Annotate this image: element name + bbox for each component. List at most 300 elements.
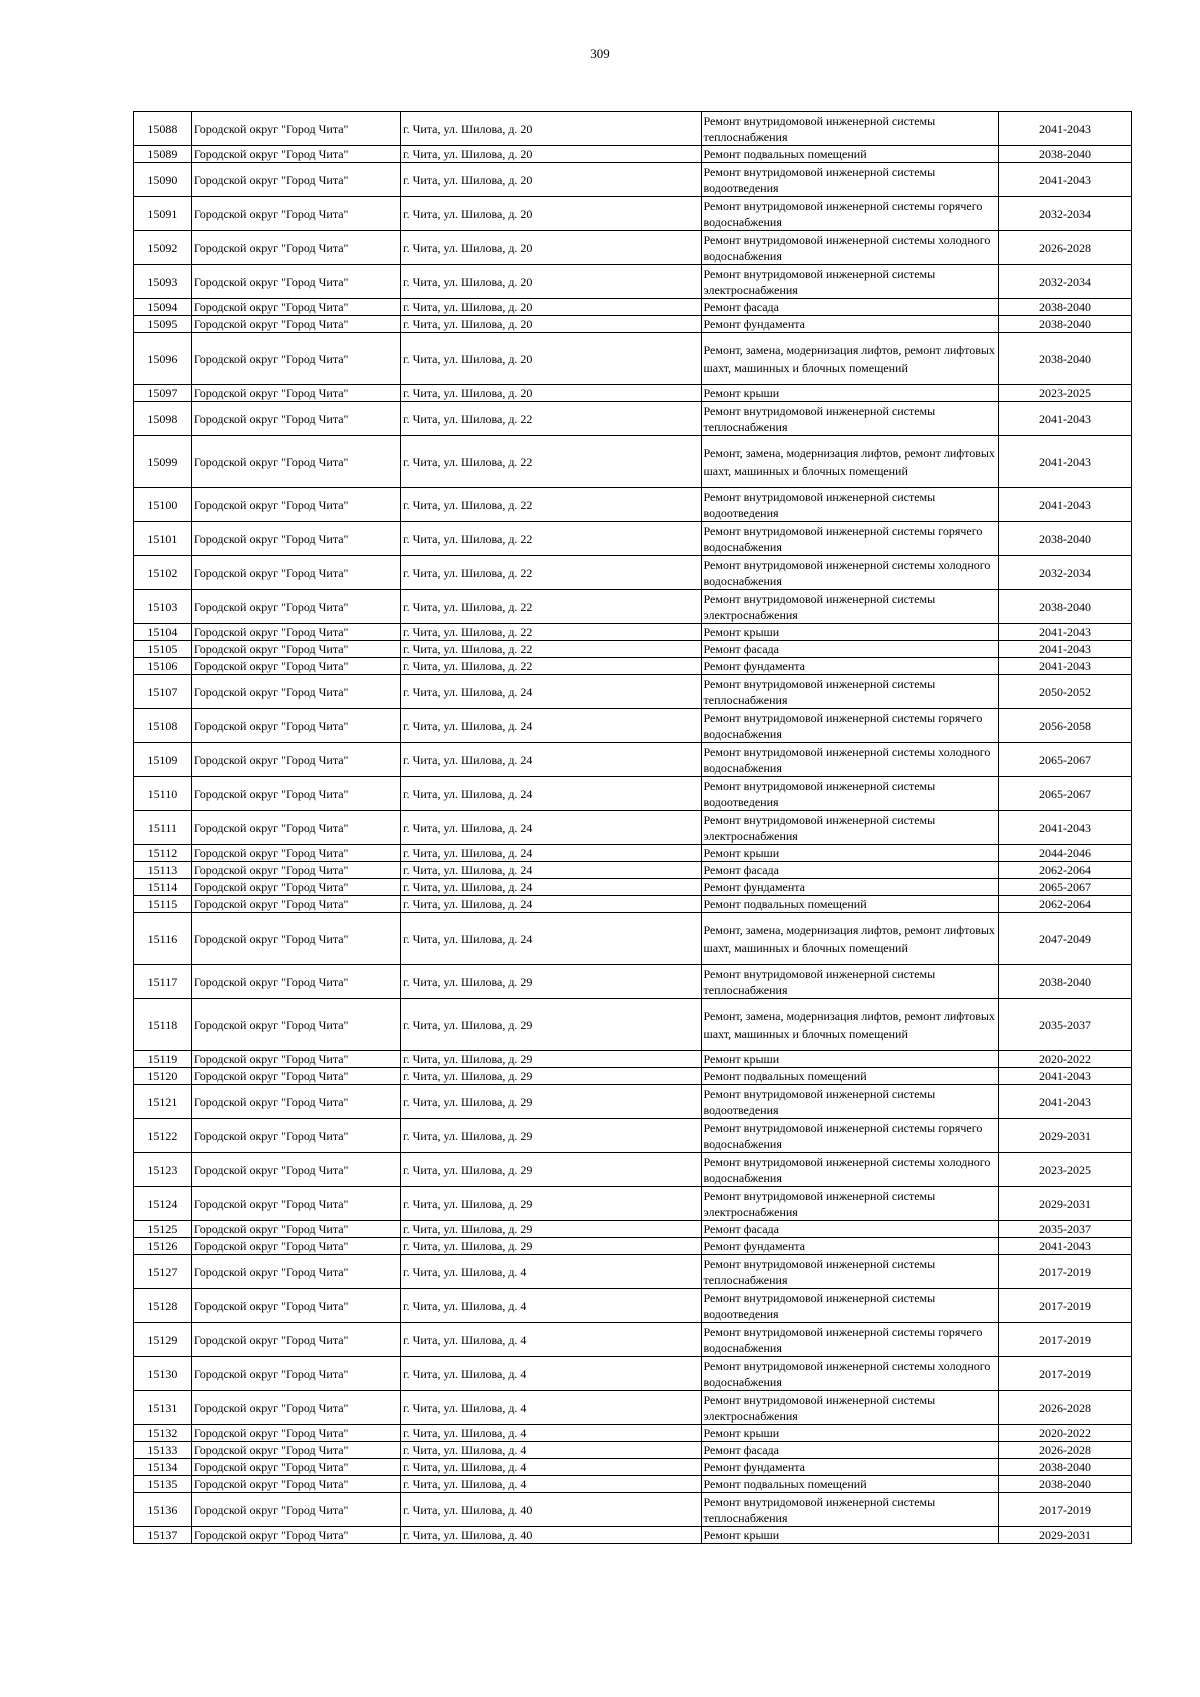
table-row bbox=[134, 1323, 1132, 1357]
municipality-cell: Городской округ "Город Чита" bbox=[191, 1357, 400, 1391]
table-row bbox=[134, 913, 1132, 965]
table-row bbox=[134, 1255, 1132, 1289]
table-row bbox=[134, 1289, 1132, 1323]
period-cell: 2017-2019 bbox=[998, 1493, 1131, 1527]
address-cell: г. Чита, ул. Шилова, д. 20 bbox=[401, 333, 702, 385]
municipality-cell: Городской округ "Город Чита" bbox=[191, 299, 400, 316]
address-cell: г. Чита, ул. Шилова, д. 40 bbox=[401, 1493, 702, 1527]
work-type-cell: Ремонт внутридомовой инженерной системы холодного водоснабжения bbox=[701, 556, 998, 590]
period-cell: 2041-2043 bbox=[998, 1085, 1131, 1119]
record-number-cell: 15128 bbox=[134, 1289, 192, 1323]
work-type-cell: Ремонт внутридомовой инженерной системы электроснабжения bbox=[701, 811, 998, 845]
record-number-cell: 15090 bbox=[134, 163, 192, 197]
address-cell: г. Чита, ул. Шилова, д. 24 bbox=[401, 743, 702, 777]
table-row bbox=[134, 146, 1132, 163]
table-row bbox=[134, 1153, 1132, 1187]
work-type-cell: Ремонт внутридомовой инженерной системы водоотведения bbox=[701, 1085, 998, 1119]
municipality-cell: Городской округ "Город Чита" bbox=[191, 1527, 400, 1544]
work-type-cell: Ремонт крыши bbox=[701, 385, 998, 402]
record-number-cell: 15121 bbox=[134, 1085, 192, 1119]
period-cell: 2038-2040 bbox=[998, 146, 1131, 163]
period-cell: 2038-2040 bbox=[998, 522, 1131, 556]
municipality-cell: Городской округ "Город Чита" bbox=[191, 1323, 400, 1357]
municipality-cell: Городской округ "Город Чита" bbox=[191, 658, 400, 675]
address-cell: г. Чита, ул. Шилова, д. 29 bbox=[401, 1119, 702, 1153]
address-cell: г. Чита, ул. Шилова, д. 22 bbox=[401, 624, 702, 641]
record-number-cell: 15125 bbox=[134, 1221, 192, 1238]
period-cell: 2041-2043 bbox=[998, 624, 1131, 641]
address-cell: г. Чита, ул. Шилова, д. 20 bbox=[401, 385, 702, 402]
municipality-cell: Городской округ "Город Чита" bbox=[191, 436, 400, 488]
record-number-cell: 15129 bbox=[134, 1323, 192, 1357]
address-cell: г. Чита, ул. Шилова, д. 29 bbox=[401, 1221, 702, 1238]
municipality-cell: Городской округ "Город Чита" bbox=[191, 522, 400, 556]
address-cell: г. Чита, ул. Шилова, д. 4 bbox=[401, 1459, 702, 1476]
period-cell: 2023-2025 bbox=[998, 385, 1131, 402]
period-cell: 2065-2067 bbox=[998, 777, 1131, 811]
period-cell: 2041-2043 bbox=[998, 658, 1131, 675]
table-row bbox=[134, 590, 1132, 624]
record-number-cell: 15107 bbox=[134, 675, 192, 709]
table-row bbox=[134, 1238, 1132, 1255]
work-type-cell: Ремонт внутридомовой инженерной системы теплоснабжения bbox=[701, 965, 998, 999]
period-cell: 2029-2031 bbox=[998, 1119, 1131, 1153]
municipality-cell: Городской округ "Город Чита" bbox=[191, 624, 400, 641]
address-cell: г. Чита, ул. Шилова, д. 22 bbox=[401, 556, 702, 590]
municipality-cell: Городской округ "Город Чита" bbox=[191, 913, 400, 965]
table-row bbox=[134, 163, 1132, 197]
work-type-cell: Ремонт внутридомовой инженерной системы горячего водоснабжения bbox=[701, 709, 998, 743]
work-type-cell: Ремонт крыши bbox=[701, 845, 998, 862]
table-row bbox=[134, 879, 1132, 896]
period-cell: 2041-2043 bbox=[998, 811, 1131, 845]
municipality-cell: Городской округ "Город Чита" bbox=[191, 197, 400, 231]
table-row bbox=[134, 658, 1132, 675]
record-number-cell: 15122 bbox=[134, 1119, 192, 1153]
work-type-cell: Ремонт внутридомовой инженерной системы холодного водоснабжения bbox=[701, 1357, 998, 1391]
work-type-cell: Ремонт фасада bbox=[701, 1221, 998, 1238]
address-cell: г. Чита, ул. Шилова, д. 20 bbox=[401, 146, 702, 163]
municipality-cell: Городской округ "Город Чита" bbox=[191, 1221, 400, 1238]
address-cell: г. Чита, ул. Шилова, д. 4 bbox=[401, 1255, 702, 1289]
period-cell: 2026-2028 bbox=[998, 1391, 1131, 1425]
record-number-cell: 15100 bbox=[134, 488, 192, 522]
table-row bbox=[134, 845, 1132, 862]
table-row bbox=[134, 1357, 1132, 1391]
address-cell: г. Чита, ул. Шилова, д. 4 bbox=[401, 1323, 702, 1357]
period-cell: 2038-2040 bbox=[998, 1476, 1131, 1493]
address-cell: г. Чита, ул. Шилова, д. 29 bbox=[401, 1153, 702, 1187]
table-row bbox=[134, 1459, 1132, 1476]
municipality-cell: Городской округ "Город Чита" bbox=[191, 231, 400, 265]
municipality-cell: Городской округ "Город Чита" bbox=[191, 316, 400, 333]
work-type-cell: Ремонт внутридомовой инженерной системы водоотведения bbox=[701, 777, 998, 811]
table-row bbox=[134, 999, 1132, 1051]
period-cell: 2065-2067 bbox=[998, 879, 1131, 896]
period-cell: 2041-2043 bbox=[998, 1238, 1131, 1255]
work-type-cell: Ремонт, замена, модернизация лифтов, ремонт лифтовых шахт, машинных и блочных помещений bbox=[701, 436, 998, 488]
address-cell: г. Чита, ул. Шилова, д. 24 bbox=[401, 879, 702, 896]
municipality-cell: Городской округ "Город Чита" bbox=[191, 1051, 400, 1068]
municipality-cell: Городской округ "Город Чита" bbox=[191, 743, 400, 777]
table-row bbox=[134, 436, 1132, 488]
record-number-cell: 15105 bbox=[134, 641, 192, 658]
period-cell: 2032-2034 bbox=[998, 265, 1131, 299]
work-type-cell: Ремонт внутридомовой инженерной системы теплоснабжения bbox=[701, 1255, 998, 1289]
municipality-cell: Городской округ "Город Чита" bbox=[191, 1459, 400, 1476]
record-number-cell: 15135 bbox=[134, 1476, 192, 1493]
table-row bbox=[134, 624, 1132, 641]
record-number-cell: 15120 bbox=[134, 1068, 192, 1085]
table-row bbox=[134, 777, 1132, 811]
work-type-cell: Ремонт фасада bbox=[701, 862, 998, 879]
table-row bbox=[134, 112, 1132, 146]
work-type-cell: Ремонт внутридомовой инженерной системы теплоснабжения bbox=[701, 675, 998, 709]
table-row bbox=[134, 1527, 1132, 1544]
period-cell: 2044-2046 bbox=[998, 845, 1131, 862]
record-number-cell: 15097 bbox=[134, 385, 192, 402]
table-row bbox=[134, 862, 1132, 879]
record-number-cell: 15088 bbox=[134, 112, 192, 146]
address-cell: г. Чита, ул. Шилова, д. 24 bbox=[401, 913, 702, 965]
work-type-cell: Ремонт внутридомовой инженерной системы холодного водоснабжения bbox=[701, 743, 998, 777]
municipality-cell: Городской округ "Город Чита" bbox=[191, 1289, 400, 1323]
table-row bbox=[134, 1085, 1132, 1119]
municipality-cell: Городской округ "Город Чита" bbox=[191, 1238, 400, 1255]
address-cell: г. Чита, ул. Шилова, д. 40 bbox=[401, 1527, 702, 1544]
municipality-cell: Городской округ "Город Чита" bbox=[191, 1119, 400, 1153]
period-cell: 2038-2040 bbox=[998, 316, 1131, 333]
municipality-cell: Городской округ "Город Чита" bbox=[191, 965, 400, 999]
period-cell: 2041-2043 bbox=[998, 641, 1131, 658]
address-cell: г. Чита, ул. Шилова, д. 29 bbox=[401, 1187, 702, 1221]
work-type-cell: Ремонт внутридомовой инженерной системы электроснабжения bbox=[701, 1187, 998, 1221]
address-cell: г. Чита, ул. Шилова, д. 4 bbox=[401, 1476, 702, 1493]
record-number-cell: 15102 bbox=[134, 556, 192, 590]
period-cell: 2038-2040 bbox=[998, 965, 1131, 999]
municipality-cell: Городской округ "Город Чита" bbox=[191, 896, 400, 913]
municipality-cell: Городской округ "Город Чита" bbox=[191, 265, 400, 299]
municipality-cell: Городской округ "Город Чита" bbox=[191, 845, 400, 862]
record-number-cell: 15134 bbox=[134, 1459, 192, 1476]
municipality-cell: Городской округ "Город Чита" bbox=[191, 556, 400, 590]
municipality-cell: Городской округ "Город Чита" bbox=[191, 777, 400, 811]
period-cell: 2038-2040 bbox=[998, 299, 1131, 316]
period-cell: 2041-2043 bbox=[998, 436, 1131, 488]
period-cell: 2047-2049 bbox=[998, 913, 1131, 965]
municipality-cell: Городской округ "Город Чита" bbox=[191, 641, 400, 658]
period-cell: 2038-2040 bbox=[998, 1459, 1131, 1476]
record-number-cell: 15130 bbox=[134, 1357, 192, 1391]
record-number-cell: 15126 bbox=[134, 1238, 192, 1255]
table-row bbox=[134, 965, 1132, 999]
record-number-cell: 15113 bbox=[134, 862, 192, 879]
table-row bbox=[134, 709, 1132, 743]
municipality-cell: Городской округ "Город Чита" bbox=[191, 811, 400, 845]
work-type-cell: Ремонт внутридомовой инженерной системы холодного водоснабжения bbox=[701, 231, 998, 265]
address-cell: г. Чита, ул. Шилова, д. 24 bbox=[401, 709, 702, 743]
period-cell: 2041-2043 bbox=[998, 402, 1131, 436]
table-row bbox=[134, 197, 1132, 231]
address-cell: г. Чита, ул. Шилова, д. 22 bbox=[401, 522, 702, 556]
period-cell: 2038-2040 bbox=[998, 590, 1131, 624]
table-row bbox=[134, 522, 1132, 556]
address-cell: г. Чита, ул. Шилова, д. 20 bbox=[401, 316, 702, 333]
work-type-cell: Ремонт крыши bbox=[701, 1425, 998, 1442]
municipality-cell: Городской округ "Город Чита" bbox=[191, 1085, 400, 1119]
period-cell: 2062-2064 bbox=[998, 862, 1131, 879]
work-type-cell: Ремонт, замена, модернизация лифтов, ремонт лифтовых шахт, машинных и блочных помещений bbox=[701, 999, 998, 1051]
work-type-cell: Ремонт подвальных помещений bbox=[701, 896, 998, 913]
period-cell: 2035-2037 bbox=[998, 1221, 1131, 1238]
work-type-cell: Ремонт крыши bbox=[701, 1051, 998, 1068]
table-row bbox=[134, 299, 1132, 316]
address-cell: г. Чита, ул. Шилова, д. 4 bbox=[401, 1357, 702, 1391]
record-number-cell: 15094 bbox=[134, 299, 192, 316]
table-row bbox=[134, 333, 1132, 385]
work-type-cell: Ремонт, замена, модернизация лифтов, ремонт лифтовых шахт, машинных и блочных помещений bbox=[701, 913, 998, 965]
address-cell: г. Чита, ул. Шилова, д. 20 bbox=[401, 265, 702, 299]
table-row bbox=[134, 1187, 1132, 1221]
municipality-cell: Городской округ "Город Чита" bbox=[191, 862, 400, 879]
address-cell: г. Чита, ул. Шилова, д. 4 bbox=[401, 1425, 702, 1442]
address-cell: г. Чита, ул. Шилова, д. 22 bbox=[401, 402, 702, 436]
record-number-cell: 15110 bbox=[134, 777, 192, 811]
work-type-cell: Ремонт фасада bbox=[701, 641, 998, 658]
work-type-cell: Ремонт внутридомовой инженерной системы горячего водоснабжения bbox=[701, 1323, 998, 1357]
record-number-cell: 15131 bbox=[134, 1391, 192, 1425]
work-type-cell: Ремонт внутридомовой инженерной системы теплоснабжения bbox=[701, 1493, 998, 1527]
repair-schedule-table bbox=[133, 111, 1132, 1544]
table-row bbox=[134, 402, 1132, 436]
record-number-cell: 15127 bbox=[134, 1255, 192, 1289]
table-row bbox=[134, 1221, 1132, 1238]
record-number-cell: 15117 bbox=[134, 965, 192, 999]
record-number-cell: 15095 bbox=[134, 316, 192, 333]
work-type-cell: Ремонт внутридомовой инженерной системы теплоснабжения bbox=[701, 112, 998, 146]
address-cell: г. Чита, ул. Шилова, д. 22 bbox=[401, 436, 702, 488]
address-cell: г. Чита, ул. Шилова, д. 24 bbox=[401, 811, 702, 845]
record-number-cell: 15104 bbox=[134, 624, 192, 641]
period-cell: 2029-2031 bbox=[998, 1527, 1131, 1544]
period-cell: 2032-2034 bbox=[998, 556, 1131, 590]
work-type-cell: Ремонт внутридомовой инженерной системы горячего водоснабжения bbox=[701, 522, 998, 556]
municipality-cell: Городской округ "Город Чита" bbox=[191, 1153, 400, 1187]
period-cell: 2038-2040 bbox=[998, 333, 1131, 385]
work-type-cell: Ремонт внутридомовой инженерной системы электроснабжения bbox=[701, 265, 998, 299]
address-cell: г. Чита, ул. Шилова, д. 20 bbox=[401, 112, 702, 146]
table-row bbox=[134, 743, 1132, 777]
period-cell: 2023-2025 bbox=[998, 1153, 1131, 1187]
address-cell: г. Чита, ул. Шилова, д. 20 bbox=[401, 163, 702, 197]
period-cell: 2029-2031 bbox=[998, 1187, 1131, 1221]
address-cell: г. Чита, ул. Шилова, д. 20 bbox=[401, 299, 702, 316]
work-type-cell: Ремонт внутридомовой инженерной системы теплоснабжения bbox=[701, 402, 998, 436]
period-cell: 2041-2043 bbox=[998, 488, 1131, 522]
record-number-cell: 15098 bbox=[134, 402, 192, 436]
record-number-cell: 15093 bbox=[134, 265, 192, 299]
address-cell: г. Чита, ул. Шилова, д. 24 bbox=[401, 675, 702, 709]
table-row bbox=[134, 1068, 1132, 1085]
record-number-cell: 15124 bbox=[134, 1187, 192, 1221]
record-number-cell: 15108 bbox=[134, 709, 192, 743]
address-cell: г. Чита, ул. Шилова, д. 29 bbox=[401, 1085, 702, 1119]
municipality-cell: Городской округ "Город Чита" bbox=[191, 590, 400, 624]
work-type-cell: Ремонт фасада bbox=[701, 299, 998, 316]
address-cell: г. Чита, ул. Шилова, д. 22 bbox=[401, 641, 702, 658]
period-cell: 2026-2028 bbox=[998, 1442, 1131, 1459]
address-cell: г. Чита, ул. Шилова, д. 4 bbox=[401, 1289, 702, 1323]
address-cell: г. Чита, ул. Шилова, д. 4 bbox=[401, 1391, 702, 1425]
work-type-cell: Ремонт, замена, модернизация лифтов, ремонт лифтовых шахт, машинных и блочных помещений bbox=[701, 333, 998, 385]
record-number-cell: 15106 bbox=[134, 658, 192, 675]
table-row bbox=[134, 811, 1132, 845]
record-number-cell: 15112 bbox=[134, 845, 192, 862]
record-number-cell: 15116 bbox=[134, 913, 192, 965]
work-type-cell: Ремонт фундамента bbox=[701, 658, 998, 675]
record-number-cell: 15118 bbox=[134, 999, 192, 1051]
table-row bbox=[134, 265, 1132, 299]
record-number-cell: 15096 bbox=[134, 333, 192, 385]
period-cell: 2041-2043 bbox=[998, 1068, 1131, 1085]
municipality-cell: Городской округ "Город Чита" bbox=[191, 1425, 400, 1442]
table-row bbox=[134, 1051, 1132, 1068]
address-cell: г. Чита, ул. Шилова, д. 20 bbox=[401, 231, 702, 265]
period-cell: 2065-2067 bbox=[998, 743, 1131, 777]
record-number-cell: 15091 bbox=[134, 197, 192, 231]
address-cell: г. Чита, ул. Шилова, д. 20 bbox=[401, 197, 702, 231]
municipality-cell: Городской округ "Город Чита" bbox=[191, 1493, 400, 1527]
municipality-cell: Городской округ "Город Чита" bbox=[191, 709, 400, 743]
period-cell: 2017-2019 bbox=[998, 1357, 1131, 1391]
period-cell: 2035-2037 bbox=[998, 999, 1131, 1051]
record-number-cell: 15089 bbox=[134, 146, 192, 163]
record-number-cell: 15114 bbox=[134, 879, 192, 896]
work-type-cell: Ремонт внутридомовой инженерной системы горячего водоснабжения bbox=[701, 197, 998, 231]
table-row bbox=[134, 1119, 1132, 1153]
work-type-cell: Ремонт внутридомовой инженерной системы водоотведения bbox=[701, 488, 998, 522]
table-row bbox=[134, 896, 1132, 913]
municipality-cell: Городской округ "Город Чита" bbox=[191, 999, 400, 1051]
period-cell: 2017-2019 bbox=[998, 1289, 1131, 1323]
work-type-cell: Ремонт подвальных помещений bbox=[701, 1476, 998, 1493]
address-cell: г. Чита, ул. Шилова, д. 22 bbox=[401, 488, 702, 522]
work-type-cell: Ремонт фундамента bbox=[701, 316, 998, 333]
period-cell: 2017-2019 bbox=[998, 1323, 1131, 1357]
table-row bbox=[134, 1493, 1132, 1527]
record-number-cell: 15137 bbox=[134, 1527, 192, 1544]
table-row bbox=[134, 641, 1132, 658]
period-cell: 2032-2034 bbox=[998, 197, 1131, 231]
work-type-cell: Ремонт внутридомовой инженерной системы горячего водоснабжения bbox=[701, 1119, 998, 1153]
table-row bbox=[134, 385, 1132, 402]
work-type-cell: Ремонт подвальных помещений bbox=[701, 1068, 998, 1085]
work-type-cell: Ремонт фасада bbox=[701, 1442, 998, 1459]
period-cell: 2050-2052 bbox=[998, 675, 1131, 709]
address-cell: г. Чита, ул. Шилова, д. 24 bbox=[401, 777, 702, 811]
address-cell: г. Чита, ул. Шилова, д. 29 bbox=[401, 999, 702, 1051]
municipality-cell: Городской округ "Город Чита" bbox=[191, 1391, 400, 1425]
address-cell: г. Чита, ул. Шилова, д. 22 bbox=[401, 658, 702, 675]
address-cell: г. Чита, ул. Шилова, д. 22 bbox=[401, 590, 702, 624]
record-number-cell: 15136 bbox=[134, 1493, 192, 1527]
municipality-cell: Городской округ "Город Чита" bbox=[191, 1068, 400, 1085]
work-type-cell: Ремонт подвальных помещений bbox=[701, 146, 998, 163]
record-number-cell: 15103 bbox=[134, 590, 192, 624]
record-number-cell: 15119 bbox=[134, 1051, 192, 1068]
municipality-cell: Городской округ "Город Чита" bbox=[191, 488, 400, 522]
municipality-cell: Городской округ "Город Чита" bbox=[191, 333, 400, 385]
work-type-cell: Ремонт внутридомовой инженерной системы холодного водоснабжения bbox=[701, 1153, 998, 1187]
table-row bbox=[134, 488, 1132, 522]
period-cell: 2026-2028 bbox=[998, 231, 1131, 265]
period-cell: 2056-2058 bbox=[998, 709, 1131, 743]
municipality-cell: Городской округ "Город Чита" bbox=[191, 1187, 400, 1221]
municipality-cell: Городской округ "Город Чита" bbox=[191, 879, 400, 896]
municipality-cell: Городской округ "Город Чита" bbox=[191, 146, 400, 163]
table-row bbox=[134, 316, 1132, 333]
period-cell: 2041-2043 bbox=[998, 112, 1131, 146]
record-number-cell: 15109 bbox=[134, 743, 192, 777]
address-cell: г. Чита, ул. Шилова, д. 29 bbox=[401, 1068, 702, 1085]
work-type-cell: Ремонт внутридомовой инженерной системы электроснабжения bbox=[701, 1391, 998, 1425]
address-cell: г. Чита, ул. Шилова, д. 24 bbox=[401, 896, 702, 913]
municipality-cell: Городской округ "Город Чита" bbox=[191, 1442, 400, 1459]
table-row bbox=[134, 1476, 1132, 1493]
work-type-cell: Ремонт внутридомовой инженерной системы электроснабжения bbox=[701, 590, 998, 624]
record-number-cell: 15101 bbox=[134, 522, 192, 556]
record-number-cell: 15132 bbox=[134, 1425, 192, 1442]
work-type-cell: Ремонт фундамента bbox=[701, 1459, 998, 1476]
page-number: 309 bbox=[590, 46, 610, 61]
period-cell: 2017-2019 bbox=[998, 1255, 1131, 1289]
municipality-cell: Городской округ "Город Чита" bbox=[191, 112, 400, 146]
record-number-cell: 15115 bbox=[134, 896, 192, 913]
municipality-cell: Городской округ "Город Чита" bbox=[191, 163, 400, 197]
municipality-cell: Городской округ "Город Чита" bbox=[191, 1476, 400, 1493]
record-number-cell: 15123 bbox=[134, 1153, 192, 1187]
table-row bbox=[134, 1442, 1132, 1459]
municipality-cell: Городской округ "Город Чита" bbox=[191, 385, 400, 402]
table-body bbox=[134, 112, 1132, 1544]
record-number-cell: 15133 bbox=[134, 1442, 192, 1459]
table-row bbox=[134, 675, 1132, 709]
table-row bbox=[134, 1425, 1132, 1442]
address-cell: г. Чита, ул. Шилова, д. 24 bbox=[401, 845, 702, 862]
work-type-cell: Ремонт фундамента bbox=[701, 879, 998, 896]
municipality-cell: Городской округ "Город Чита" bbox=[191, 1255, 400, 1289]
work-type-cell: Ремонт крыши bbox=[701, 1527, 998, 1544]
address-cell: г. Чита, ул. Шилова, д. 24 bbox=[401, 862, 702, 879]
table-row bbox=[134, 556, 1132, 590]
record-number-cell: 15111 bbox=[134, 811, 192, 845]
table-row bbox=[134, 231, 1132, 265]
municipality-cell: Городской округ "Город Чита" bbox=[191, 675, 400, 709]
address-cell: г. Чита, ул. Шилова, д. 29 bbox=[401, 1051, 702, 1068]
work-type-cell: Ремонт крыши bbox=[701, 624, 998, 641]
table-row bbox=[134, 1391, 1132, 1425]
work-type-cell: Ремонт внутридомовой инженерной системы водоотведения bbox=[701, 1289, 998, 1323]
period-cell: 2041-2043 bbox=[998, 163, 1131, 197]
record-number-cell: 15092 bbox=[134, 231, 192, 265]
address-cell: г. Чита, ул. Шилова, д. 4 bbox=[401, 1442, 702, 1459]
record-number-cell: 15099 bbox=[134, 436, 192, 488]
address-cell: г. Чита, ул. Шилова, д. 29 bbox=[401, 1238, 702, 1255]
work-type-cell: Ремонт фундамента bbox=[701, 1238, 998, 1255]
period-cell: 2020-2022 bbox=[998, 1425, 1131, 1442]
period-cell: 2020-2022 bbox=[998, 1051, 1131, 1068]
address-cell: г. Чита, ул. Шилова, д. 29 bbox=[401, 965, 702, 999]
